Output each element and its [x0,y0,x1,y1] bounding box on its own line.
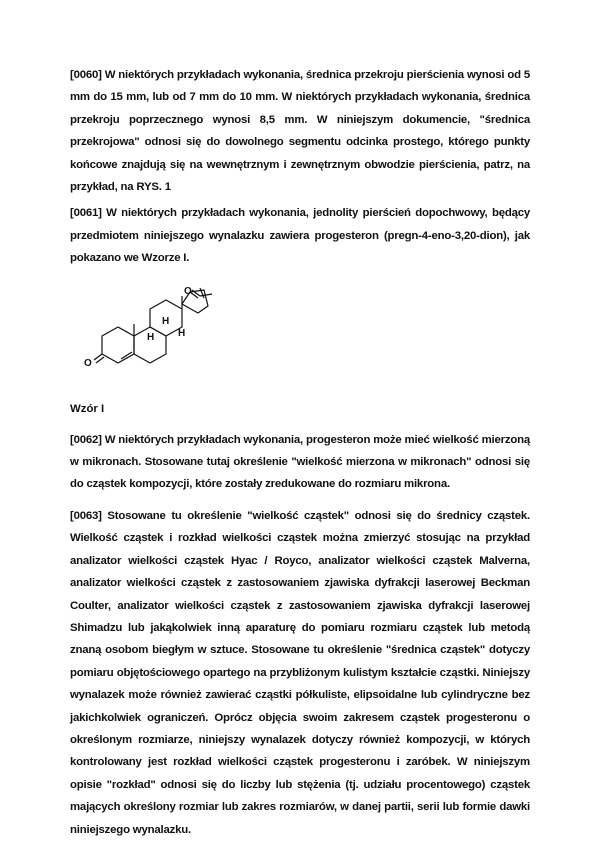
paragraph-0063: [0063] Stosowane tu określenie "wielkość cząstek" odnosi się do średnicy cząstek. Wielkość cząstek i rozkład wielkości cząstek można zmierzyć stosując na przykład analizator wielkości cząstek Hyac / Royco, analizator wielkości cząstek Malverna, analizator wielkości cząstek z zastosowaniem zjawiska dyfrakcji laserowej Beckman Coulter, analizator wielkości cząstek z zastosowaniem zjawiska dyfrakcji laserowej Shimadzu lub jakąkolwiek inną aparaturę do pomiaru rozmiaru cząstek lub metodą znaną osobom biegłym w sztuce. Stosowane tu określenie "średnica cząstek" dotyczy pomiaru objętościowego opartego na przybliżonym kulistym kształcie cząstki. Niniejszy wynalazek może również zawierać cząstki półkuliste, elipsoidalne lub cylindryczne bez jakichkolwiek ograniczeń. Oprócz objęcia swoim zakresem cząstek progesteronu o określonym rozmiarze, niniejszy wynalazek dotyczy również kompozycji, w których kontrolowany jest rozkład wielkości cząstek progesteronu i zaróbek. W niniejszym opisie "rozkład" odnosi się do liczby lub stężenia (tj. udziału procentowego) cząstek mających określony rozmiar lub zakres rozmiarów, w danej partii, serii lub formie dawki niniejszego wynalazku. [70,509,530,836]
ring-a [102,327,134,363]
figure-caption: Wzór I [70,402,105,415]
paragraph-0062: [0062] W niektórych przykładach wykonania, progesteron może mieć wielkość mierzoną w mikronach. Stosowane tutaj określenie "wielkość mierzona w mikronach" odnosi się do cząstek kompozycji, które zostały zredukowane do rozmiaru mikrona. [70,433,530,491]
hydrogen-label-8: H [162,315,170,327]
paragraph-0060: [0060] W niektórych przykładach wykonania, średnica przekroju pierścienia wynosi od 5 mm do 15 mm, lub od 7 mm do 10 mm. W niektórych przykładach wykonania, średnica przekroju poprzecznego wynosi 8,5 mm. W niniejszym dokumencie, "średnica przekrojowa" odnosi się do dowolnego segmentu odcinka prostego, którego punkty końcowe znajdują się na wewnętrznym i zewnętrznym obwodzie pierścienia, patrz, na przykład, na RYS. 1 [70,69,530,194]
document-page [70,64,530,841]
hydrogen-label-9: H [147,331,155,343]
paragraph-0061: [0061] W niektórych przykładach wykonania, jednolity pierścień dopochwowy, będący przedmiotem niniejszego wynalazku zawiera progesteron (pregn-4-eno-3,20-dion), jak pokazano we Wzorze I. [70,207,530,265]
progesterone-structure-diagram [74,284,214,394]
oxygen-label-acetyl: O [184,285,192,297]
oxygen-label-ketone: O [84,357,92,369]
hydrogen-label-14: H [178,327,186,339]
